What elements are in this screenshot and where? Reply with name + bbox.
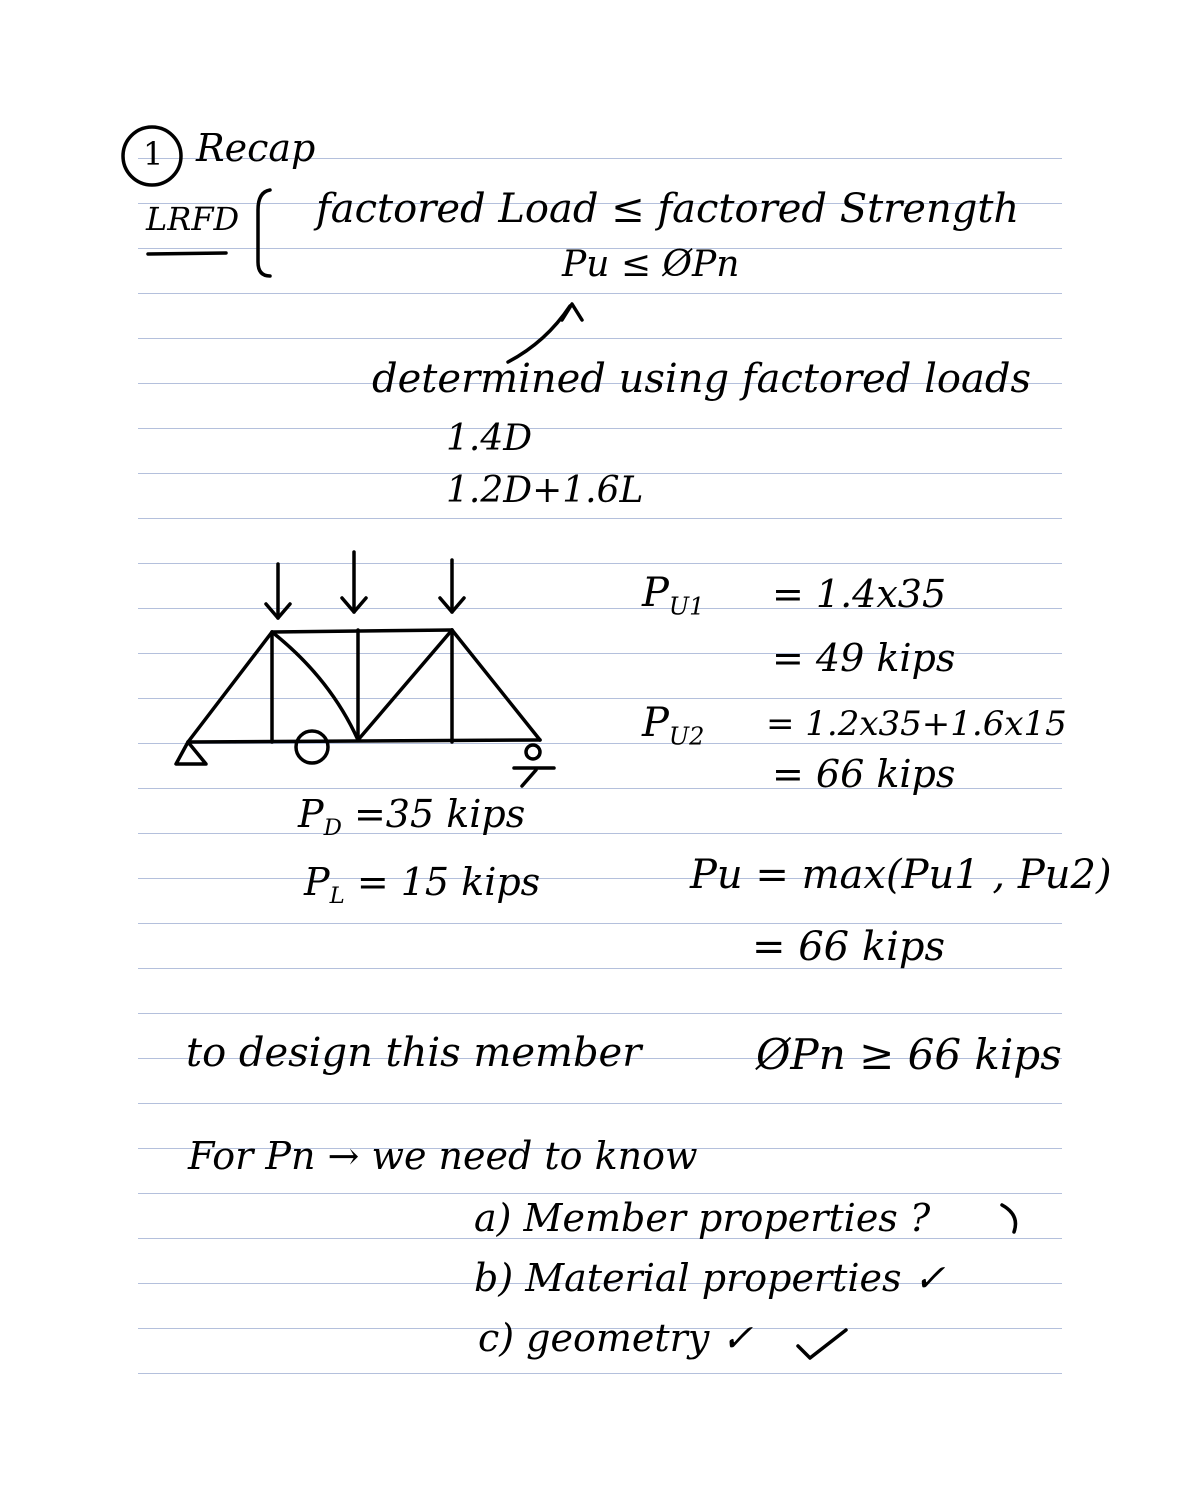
need-lead: For Pn → we need to know [188,1134,698,1178]
load-combo-2: 1.2D+1.6L [446,470,644,511]
lrfd-note: determined using factored loads [372,356,1031,402]
annotation-arrow [508,306,570,362]
heading-number: 1 [143,135,164,173]
lrfd-bracket [258,190,270,276]
pu2-result: = 66 kips [772,752,956,796]
question-hook [1002,1205,1016,1232]
need-item-material: b) Material properties ✓ [474,1256,946,1300]
pu2-label: $P_{U2}$ [642,700,705,751]
truss-diagram [176,552,554,786]
load-combo-1: 1.4D [446,418,533,459]
pu-max-expression: Pu = max(Pu1 , Pu2) [690,852,1112,898]
need-item-member: a) Member properties ? [474,1196,931,1240]
pu1-label: $P_{U1}$ [642,570,705,621]
annotation-arrow-head [562,304,582,320]
need-item-geometry: c) geometry ✓ [478,1316,754,1360]
dead-load-value: $P_D =35$ kips [298,792,526,841]
design-requirement: ØPn ≥ 66 kips [756,1030,1062,1079]
pu1-result: = 49 kips [772,636,956,680]
pu2-expression: = 1.2x35+1.6x15 [766,704,1067,744]
lrfd-label: LRFD [146,200,240,238]
lrfd-statement: factored Load ≤ factored Strength [316,186,1020,232]
check-geometry [798,1330,846,1358]
lrfd-equation: Pu ≤ ØPn [562,244,740,285]
pu-result: = 66 kips [752,924,946,970]
live-load-value: $P_L = 15$ kips [304,860,541,909]
pu1-expression: = 1.4x35 [772,572,947,616]
lrfd-underline [148,253,226,254]
design-text: to design this member [186,1030,642,1076]
page-title: Recap [196,126,316,170]
